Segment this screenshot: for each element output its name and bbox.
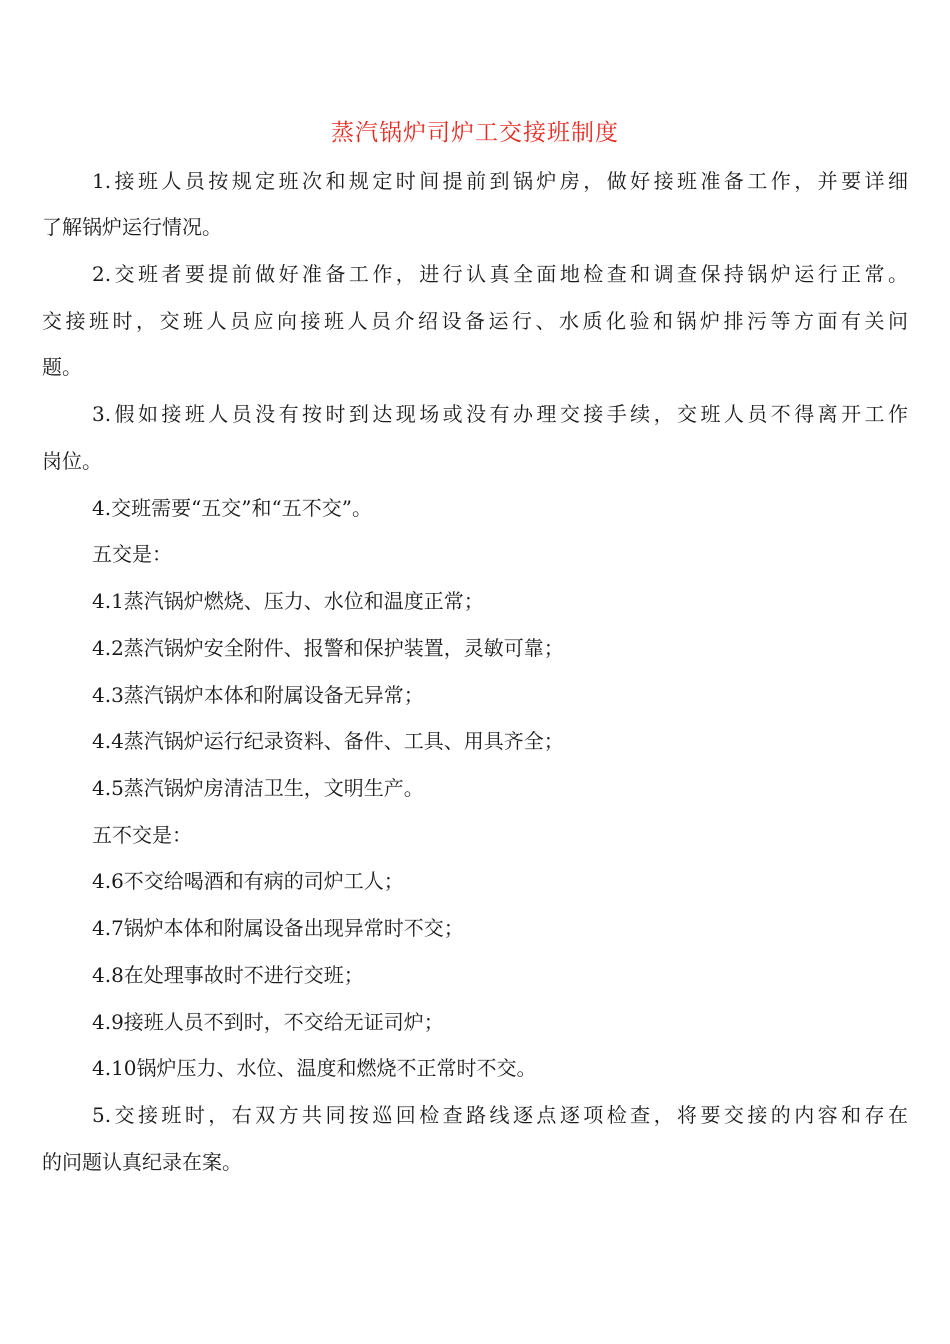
list-item-4-6: 4.6不交给喝酒和有病的司炉工人； <box>92 869 404 893</box>
paragraph-1-line-2: 了解锅炉运行情况。 <box>42 215 222 239</box>
paragraph-3-line-1: 3.假如接班人员没有按时到达现场或没有办理交接手续，交班人员不得离开工作 <box>92 402 908 426</box>
document-title: 蒸汽锅炉司炉工交接班制度 <box>331 120 619 146</box>
five-handover-heading: 五交是： <box>92 542 172 566</box>
list-item-4-3: 4.3蒸汽锅炉本体和附属设备无异常； <box>92 683 424 707</box>
paragraph-2-line-2: 交接班时，交班人员应向接班人员介绍设备运行、水质化验和锅炉排污等方面有关问 <box>42 309 908 333</box>
list-item-4-8: 4.8在处理事故时不进行交班； <box>92 963 364 987</box>
paragraph-2-line-1: 2.交班者要提前做好准备工作，进行认真全面地检查和调查保持锅炉运行正常。 <box>92 262 908 286</box>
list-item-4-9: 4.9接班人员不到时，不交给无证司炉； <box>92 1010 444 1034</box>
list-item-4-5: 4.5蒸汽锅炉房清洁卫生，文明生产。 <box>92 776 424 800</box>
list-item-4-10: 4.10锅炉压力、水位、温度和燃烧不正常时不交。 <box>92 1056 537 1080</box>
list-item-4-7: 4.7锅炉本体和附属设备出现异常时不交； <box>92 916 464 940</box>
paragraph-3-line-2: 岗位。 <box>42 449 102 473</box>
paragraph-4: 4.交班需要“五交”和“五不交”。 <box>92 496 372 520</box>
paragraph-1-line-1: 1.接班人员按规定班次和规定时间提前到锅炉房，做好接班准备工作，并要详细 <box>92 169 908 193</box>
list-item-4-1: 4.1蒸汽锅炉燃烧、压力、水位和温度正常； <box>92 589 484 613</box>
list-item-4-4: 4.4蒸汽锅炉运行纪录资料、备件、工具、用具齐全； <box>92 729 564 753</box>
paragraph-5-line-2: 的问题认真纪录在案。 <box>42 1150 242 1174</box>
list-item-4-2: 4.2蒸汽锅炉安全附件、报警和保护装置，灵敏可靠； <box>92 636 564 660</box>
paragraph-5-line-1: 5.交接班时，右双方共同按巡回检查路线逐点逐项检查，将要交接的内容和存在 <box>92 1103 908 1127</box>
five-no-handover-heading: 五不交是： <box>92 823 192 847</box>
paragraph-2-line-3: 题。 <box>42 355 82 379</box>
